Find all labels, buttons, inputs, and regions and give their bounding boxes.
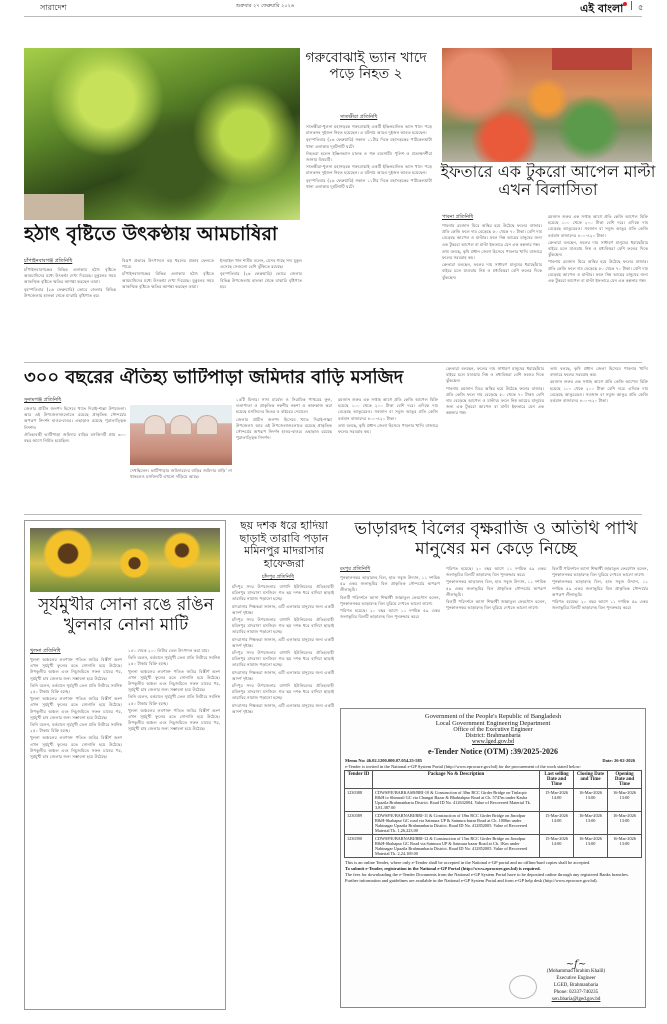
paragraph: বিলটি পরিদর্শনে আসা শিক্ষার্থী জান্নাতুল ফেরদৌস বলেন, পুনকালনকর ভাড়ারদহ বিল ঘুরিয়ে দেখতে ভালো লাগে। [446,599,546,611]
paragraph: পরিণত হয়েছে। ২০ বছর আগে ১১ দশমিক ৫৯ একর জলাভূমির বিলটি ভাড়ারদহ বিল পুনরুদ্ধার করে। [552,599,648,611]
fruit-body-col1 [442,223,542,360]
department-line: Local Government Engineering Department [435,720,551,727]
paragraph: তথ্য বলছে, কৃষি প্রধান জেলা হিসেবে পাবনার খাদ্যি বাজারে ফলের সরবরাহ কম। [338,422,438,435]
opening-date: 16-Mar-2026 13:00 [608,789,642,812]
paragraph: সাতক্ষীরা-খুলনা মহাসড়কে গরুবোঝাই একটি ইঞ্জিনচালিত ভ্যান খাদে পড়ে চালকসহ দুইজন নিহত হয়েছেন। এ ঘটনায় আরও দুইজন আহত হয়েছেন। [306,124,432,136]
paragraph: খুলনা অঞ্চলের লবণাক্ত পতিত জমির বিস্তীর্ণ অংশ এখন সূর্যমুখী ফুলের রঙে সোনালি হয়ে উঠেছে। উপকূলীয় অঞ্চল এবং নিচুজমিতে সফল চাষের পর, সূর্যমুখী চাষ জেলার জন্য সম্ভাবনা হয়ে উঠেছে। [30,735,122,760]
paragraph: বৃহস্পতিবার (২৬ ফেব্রুয়ারি) ভোরে জেলার বিভিন্ন উপজেলায় হালকা থেকে মাঝারি বৃষ্টিপাত হয়। [24,286,116,298]
paragraph: মাদরাসার শিক্ষকরা জানান, এটি এলাকার মানুষের জন্য একটি আদর্শ দৃষ্টান্ত। [232,669,334,681]
table-header-row [345,771,642,789]
paragraph: পুনকালনকর ভাড়ারদহ বিল, হাত সবুজ উদ্যান, ১১ দশমিক ৫৯ একর জলাভূমির বিল প্রাকৃতিক সৌন্দর্যের অপরূপ লীলাভূমি। [340,575,440,593]
column-header: Package No & Description [373,771,540,789]
paragraph: বৃহস্পতিবার (২৬ ফেব্রুয়ারি) সকাল ১১টার দিকে মহাসড়কের পাটকেলঘাটা থানা এলাকায় দুর্ঘটনাটি ঘটে। [306,177,432,189]
paragraph: ঐতিহ্যবাহী ভাটিপাড়া জমিদার বাড়ির মসজিদটি প্রায় ৩০০ বছর আগে নির্মিত হয়েছিল। [24,431,126,444]
signature-block [521,961,631,1003]
section-rule [24,362,642,363]
signatory-phone: Phone: 02337-740235 [553,990,599,995]
paragraph: ১৫টি মিনার। সাদা মার্বেল ও সিরামিক পাথরের ফুল, লতাপাতা ও প্রাকৃতিক নকশীর নকশা ও কারুকাজ করা হয়েছে মসজিদের ভিতর ও বাইরের দেয়ালে। [236,397,332,415]
notice-date: Date: 26-02-2026 [602,758,635,763]
fruit-body-col4 [446,366,544,512]
closing-date: 16-Mar-2026 13:00 [574,812,608,835]
fruit-market-photo [442,48,652,162]
paragraph: পাবনায় রমজান ঘিরে অস্থির হয়ে উঠেছে ফলের বাজার। প্রতি কেজি ফলে দাম বেড়েছে ৫০ থেকে ৭০ টাকা। বেশি দাম বেড়েছে আপেল ও মাল্টার। ফলে নিম্ন আয়ের মানুষের জন্য এক টুকরো আপেল বা মাল্টা ইফতারে যেন এক কল্পনার গল্প। [548,259,648,284]
mango-body-col2 [122,258,214,358]
column-header: Last selling Date and Time [540,771,574,789]
page-header [0,0,667,14]
sunflower-headline: সূর্যমুখীর সোনা রঙে রঙিন খুলনার নোনা মাটি [38,596,214,635]
wetland-body-col1 [340,575,440,704]
opening-date: 16-Mar-2026 13:00 [608,812,642,835]
paragraph: তিনি বলেন, বর্তমানে সূর্যমুখী তেল প্রতি লিটারে সর্বনিম্ন ২৫০ টাকায় বিক্রি হচ্ছে। [30,722,122,734]
tender-table [344,770,642,858]
tender-notice-ad [340,708,646,1008]
footer-line: Further information and guidelines are available in the National e-GP System Portal and from e-GP help desk (http://www.eprocure.gov.bd). [345,878,598,883]
package-description: CDWSP/E/BARNABI/BRI-11 & Construction of 18m RCC Girder Bridge on Jinodpur R&H-Shahapur GC road via Satmura UP & Satmura bazar Road at Ch. 1000m under Nabinagar Upazila Brahmanbaria District. Road ID No. 412852005. Value of Recovered Material Tk. 1,26,223.00 [373,812,540,835]
paragraph: মাদরাসার শিক্ষকরা জানান, এটি এলাকার মানুষের জন্য একটি আদর্শ দৃষ্টান্ত। [232,702,334,714]
accident-byline: সাতক্ষীরা প্রতিনিধি [340,114,378,120]
notice-footer [341,858,645,884]
column-header: Tender ID [345,771,373,789]
paragraph: বিলটি পরিদর্শনে আসা শিক্ষার্থী জান্নাতুল ফেরদৌস বলেন, পুনকালনকর ভাড়ারদহ বিল ঘুরিয়ে দেখতে ভালো লাগে। [340,594,440,606]
logo-sun-icon [623,2,627,6]
accident-body [306,124,432,358]
paragraph: বিরূপ প্রভাবে উৎপাদনে বড় ধরনের প্রভাব ফেলতে পারে। [122,258,214,270]
signatory-name: (Mohammad Ibrahim Khalil) [546,969,606,974]
paragraph: মাদরাসার শিক্ষকরা জানান, এটি এলাকার মানুষের জন্য একটি আদর্শ দৃষ্টান্ত। [232,603,334,615]
paragraph: তথ্য বলছে, কৃষি প্রধান জেলা হিসেবে পাবনার খাদ্যি বাজারে ফলের সরবরাহ কম। [550,366,648,378]
paragraph: খুলনা অঞ্চলের লবণাক্ত পতিত জমির বিস্তীর্ণ অংশ এখন সূর্যমুখী ফুলের রঙে সোনালি হয়ে উঠেছে। উপকূলীয় অঞ্চল এবং নিচুজমিতে সফল চাষের পর, সূর্যমুখী চাষ জেলার জন্য সম্ভাবনা হয়ে উঠেছে। [128,668,220,693]
govt-line: Government of the People's Republic of Bangladesh [424,713,562,720]
mango-body-col3 [220,258,302,358]
paragraph: মাদরাসার শিক্ষকরা জানান, এটি এলাকার মানুষের জন্য একটি আদর্শ দৃষ্টান্ত। [232,636,334,648]
paragraph: খুলনা অঞ্চলের লবণাক্ত পতিত জমির বিস্তীর্ণ অংশ এখন সূর্যমুখী ফুলের রঙে সোনালি হয়ে উঠেছে। উপকূলীয় অঞ্চল এবং নিচুজমিতে সফল চাষের পর, সূর্যমুখী চাষ জেলার জন্য সম্ভাবনা হয়ে উঠেছে। [128,707,220,732]
madrasa-body [232,584,334,1008]
tender-id: 1230389 [345,812,373,835]
signature-scribble: ~ƒ~ [565,959,587,970]
signatory-email[interactable]: xen.bbaria@lged.gov.bd [551,997,601,1002]
wetland-body-col2 [446,566,546,704]
last-selling-date: 15-Mar-2026 14:00 [540,835,574,858]
accident-headline: গরুবোঝাই ভ্যান খাদে পড়ে নিহত ২ [305,50,427,83]
fruit-body-col3 [338,397,438,512]
package-description: CDWSP/E/BARNABI/BRI-12 & Construction of 15m RCC Girder Bridge on Jinodpur R&H-Shahapur GC Road via Satmura UP & Satmura bazar Road at Ch. 1Km under Nabinagar Upazila Brahmanbaria District. Road ID No. 412852005. Value of Recovered Material Tk. 2,24,169.00 [373,835,540,858]
invitation-text: e-Tender is invited in the National e-GP System Portal (http://www.eprocure.gov.bd) for the procurement of the work stated below: [345,764,582,769]
office-line: Office of the Executive Engineer [453,727,533,733]
mosque-body-col2 [130,468,232,512]
paragraph: পুনকালনকর ভাড়ারদহ বিল, হাত সবুজ উদ্যান, ১১ দশমিক ৫৯ একর জলাভূমির বিল প্রাকৃতিক সৌন্দর্যের অপরূপ লীলাভূমি। [446,579,546,597]
paragraph: চাঁপাইনবাবগঞ্জের বিভিন্ন এলাকায় হঠাৎ বৃষ্টিতে আমচাষিদের মধ্যে উৎকণ্ঠা দেখা দিয়েছে। মুকুলের সময় আকস্মিক বৃষ্টিতে ক্ষতির আশঙ্কা করছেন তারা। [24,267,116,285]
footer-line: To submit e-Tender, registration in the National e-GP Portal (http://www.eprocure.gov.bd) is required. [345,866,541,871]
paragraph: চাঁদপুর সদর উপজেলার বাগাদি ইউনিয়নের ঐতিহ্যবাহী মমিনপুর মাদরাসা মসজিদে গত ছয় দশক ধরে হাদিয়া ছাড়াই তারাবির নামাজ পড়ানো হচ্ছে। [232,650,334,668]
mango-byline: চাঁপাইনবাবগঞ্জ প্রতিনিধি [24,258,73,264]
mango-tree-photo [24,48,300,220]
package-description: CDWSP/E/BARKASB/BRI-10 & Construction of 30m RCC Girder Bridge on Tinlacpir R&H to Shimrail GC via Changai Bazar & Bhabiabpur Road at Ch. 5747m under Kasba Upazila Brahmanbaria District. Road ID No. 412632004. Value of Recovered Material Tk. 3,81,387.00 [373,789,540,812]
paragraph: তিনি বলেন, বর্তমানে সূর্যমুখী তেল প্রতি লিটারে সর্বনিম্ন ২৫০ টাকায় বিক্রি হচ্ছে। [30,682,122,695]
paragraph: পুনকালনকর ভাড়ারদহ বিল, হাত সবুজ উদ্যান, ১১ দশমিক ৫৯ একর জলাভূমির বিল প্রাকৃতিক সৌন্দর্যের অপরূপ লীলাভূমি। [552,579,648,597]
signatory-designation: Executive Engineer [556,976,596,981]
paragraph: চাঁদপুর সদর উপজেলার বাগাদি ইউনিয়নের ঐতিহ্যবাহী মমিনপুর মাদরাসা মসজিদে গত ছয় দশক ধরে হাদিয়া ছাড়াই তারাবির নামাজ পড়ানো হচ্ছে। [232,617,334,635]
sunflower-byline: খুলনা প্রতিনিধি [30,648,61,654]
footer-line: This is an online Tender, where only e-Tender shall be accepted in the National e-GP portal and no offline/hard copies shall be accepted. [345,860,591,865]
paragraph: বৃহস্পতিবার (২৬ ফেব্রুয়ারি) সকাল ১১টার দিকে মহাসড়কের পাটকেলঘাটা থানা এলাকায় দুর্ঘটনাটি ঘটে। [306,137,432,149]
paragraph: চাঁপাইনবাবগঞ্জের বিভিন্ন এলাকায় হঠাৎ বৃষ্টিতে আমচাষিদের মধ্যে উৎকণ্ঠা দেখা দিয়েছে। মুকুলের সময় আকস্মিক বৃষ্টিতে ক্ষতির আশঙ্কা করছেন তারা। [122,271,214,289]
mosque-body-col1 [24,406,126,512]
mosque-body-col3 [236,397,332,512]
paragraph: ক্রেতারা বলছেন, ফলের দাম সাধারণ মানুষের ধরাছোঁয়ার বাইরে চলে যাওয়ায় নিম্ন ও মধ্যবিত্তরা বেশি ফলের দিকে ঝুঁকছেন। [442,262,542,280]
paragraph: নিহতরা হলেন ইঞ্জিনভ্যান চালক ও গরু ব্যবসায়ী। পুলিশ ও প্রত্যক্ষদর্শীরা জানায় বিষয়টি। [306,150,432,163]
fruit-headline: ইফতারে এক টুকরো আপেল মাল্টা এখন বিলাসিতা [440,163,656,200]
paragraph: রমজান শুরুর এক সপ্তাহ আগে প্রতি কেজি আপেল বিক্রি হয়েছে ১০০ থেকে ২০০ টাকা বেশি দরে। এদিকে দাম বেড়েছে আঙুরেরও। সবজান বা সবুজ আঙুর প্রতি কেজি বর্তমান বাজারদর ৪০০-৪২০ টাকা। [548,214,648,238]
paragraph: খুলনা অঞ্চলের লবণাক্ত পতিত জমির বিস্তীর্ণ অংশ এখন সূর্যমুখী ফুলের রঙে সোনালি হয়ে উঠেছে। উপকূলীয় অঞ্চল এবং নিচুজমিতে সফল চাষের পর, সূর্যমুখী চাষ জেলার জন্য সম্ভাবনা হয়ে উঠেছে। [30,657,122,681]
column-header: Closing Date and Time [574,771,608,789]
footer-line: The fees for downloading the e-Tender Documents from the National e-GP System Portal have to be deposited online through any registered Banks branches. [345,872,629,877]
mango-headline: হঠাৎ বৃষ্টিতে উৎকণ্ঠায় আমচাষিরা [24,224,278,245]
paragraph: রমজান শুরুর এক সপ্তাহ আগে প্রতি কেজি আপেল বিক্রি হয়েছে ১০০ থেকে ২০০ টাকা বেশি দরে। এদিকে দাম বেড়েছে আঙুরেরও। সবজান বা সবুজ আঙুর প্রতি কেজি বর্তমান বাজারদর ৪০০-৪২০ টাকা। [550,379,648,404]
wetland-headline: ভাড়ারদহ বিলের বৃক্ষরাজি ও অতিথি পাখি মানুষের মন কেড়ে নিচ্ছে [354,520,638,559]
sunflower-body-col1 [30,657,122,1006]
column-header: Opening Date and Time [608,771,642,789]
table-row [345,812,642,835]
paragraph: রমজান শুরুর এক সপ্তাহ আগে প্রতি কেজি আপেল বিক্রি হয়েছে ১০০ থেকে ২০০ টাকা বেশি দরে। এদিকে দাম বেড়েছে আঙুরেরও। সবজান বা সবুজ আঙুর প্রতি কেজি বর্তমান বাজারদর ৪০০-৪২০ টাকা। [338,397,438,421]
issue-date: শুক্রবার ২৭ ফেব্রুয়ারি ২০২৬ [236,3,295,9]
fruit-body-col2 [548,214,648,360]
paragraph: ইসমাইল খান শামীম বলেন, যেসব গাছে সদ্য মুকুল এসেছে সেগুলো বেশি ঝুঁকিতে রয়েছে। [220,258,302,270]
paragraph: সাতক্ষীরা-খুলনা মহাসড়কে গরুবোঝাই একটি ইঞ্জিনচালিত ভ্যান খাদে পড়ে চালকসহ দুইজন নিহত হয়েছেন। এ ঘটনায় আরও দুইজন আহত হয়েছেন। [306,164,432,176]
fruit-byline: পাবনা প্রতিনিধি [442,214,474,220]
mosque-headline: ৩০০ বছরের ঐতিহ্য ভাটিপাড়া জমিদার বাড়ি মসজিদ [24,368,404,388]
paragraph: খুলনা অঞ্চলের লবণাক্ত পতিত জমির বিস্তীর্ণ অংশ এখন সূর্যমুখী ফুলের রঙে সোনালি হয়ে উঠেছে। উপকূলীয় অঞ্চল এবং নিচুজমিতে সফল চাষের পর, সূর্যমুখী চাষ জেলার জন্য সম্ভাবনা হয়ে উঠেছে। [30,696,122,720]
sunflower-body-col2 [128,648,220,1006]
mango-body-col1 [24,267,116,358]
page-number: ৫ [638,3,644,12]
wetland-body-col3 [552,566,648,704]
paragraph: পাবনায় রমজান ঘিরে অস্থির হয়ে উঠেছে ফলের বাজার। প্রতি কেজি ফলে দাম বেড়েছে ৫০ থেকে ৭০ টাকা। বেশি দাম বেড়েছে আপেল ও মাল্টার। ফলে নিম্ন আয়ের মানুষের জন্য এক টুকরো আপেল বা মাল্টা ইফতারে যেন এক কল্পনার গল্প। [442,223,542,247]
paragraph: চাঁদপুর সদর উপজেলার বাগাদি ইউনিয়নের ঐতিহ্যবাহী মমিনপুর মাদরাসা মসজিদে গত ছয় দশক ধরে হাদিয়া ছাড়াই তারাবির নামাজ পড়ানো হচ্ছে। [232,683,334,701]
paragraph: বিলটি পরিদর্শনে আসা শিক্ষার্থী জান্নাতুল ফেরদৌস বলেন, পুনকালনকর ভাড়ারদহ বিল ঘুরিয়ে দেখতে ভালো লাগে। [552,566,648,578]
paragraph: তিনি বলেন, বর্তমানে সূর্যমুখী তেল প্রতি লিটারে সর্বনিম্ন ২৫০ টাকায় বিক্রি হচ্ছে। [128,655,220,667]
paragraph: জেলার প্রাচীন জনপদ হিসেবে খ্যাত দিরাই-শাল্লা উপজেলা। আর এই উপজেলাগুলোতে রয়েছে প্রাকৃতিক সৌন্দর্যের অপরূপ নিদর্শন হাওর-বাওর। এছাড়াও রয়েছে পুরাতাত্ত্বিক নিদর্শন। [236,416,332,441]
mosque-byline: সুনামগঞ্জ প্রতিনিধি [24,397,62,403]
header-rule [24,16,642,17]
logo-text: এই বাংলা [580,2,624,15]
paragraph: দেখছিলেন। ভাটিপাড়ার জমিদারদের বাড়ির জমিদার বাড়ি’ না থাকলেও মসজিদটি এখনো দাঁড়িয়ে আছে। [130,468,232,480]
tender-id: 1230388 [345,789,373,812]
table-row [345,789,642,812]
memo-row [341,756,645,763]
madrasa-headline: ছয় দশক ধরে হাদিয়া ছাড়াই তারাবি পড়ান মমিনপুর মাদরাসার হাফেজরা [239,520,329,570]
memo-number: Memo No: 46.02.1200.000.07.054.25-585 [345,758,422,763]
district-line: District: Brahmanbaria [465,733,521,739]
paragraph: ক্রেতারা বলছেন, ফলের দাম সাধারণ মানুষের ধরাছোঁয়ার বাইরে চলে যাওয়ায় নিম্ন ও মধ্যবিত্তরা বেশি ফলের দিকে ঝুঁকছেন। [548,239,648,258]
paragraph: পরিণত হয়েছে। ২০ বছর আগে ১১ দশমিক ৫৯ একর জলাভূমির বিলটি ভাড়ারদহ বিল পুনরুদ্ধার করে। [340,608,440,620]
section-rule [24,514,642,515]
paragraph: তিনি বলেন, বর্তমানে সূর্যমুখী তেল প্রতি লিটারে সর্বনিম্ন ২৫০ টাকায় বিক্রি হচ্ছে। [128,694,220,706]
website-link[interactable]: www.lged.gov.bd [471,739,515,745]
table-row [345,835,642,858]
closing-date: 16-Mar-2026 13:00 [574,789,608,812]
notice-title: e-Tender Notice (OTM) :39/2025-2026 [428,747,558,756]
last-selling-date: 15-Mar-2026 14:00 [540,812,574,835]
mosque-photo [130,405,232,465]
last-selling-date: 15-Mar-2026 14:00 [540,789,574,812]
paragraph: পাবনায় রমজান ঘিরে অস্থির হয়ে উঠেছে ফলের বাজার। প্রতি কেজি ফলে দাম বেড়েছে ৫০ থেকে ৭০ টাকা। বেশি দাম বেড়েছে আপেল ও মাল্টার। ফলে নিম্ন আয়ের মানুষের জন্য এক টুকরো আপেল বা মাল্টা ইফতারে যেন এক কল্পনার গল্প। [446,385,544,416]
paragraph: পরিণত হয়েছে। ২০ বছর আগে ১১ দশমিক ৫৯ একর জলাভূমির বিলটি ভাড়ারদহ বিল পুনরুদ্ধার করে। [446,566,546,578]
paragraph: বৃহস্পতিবার (২৬ ফেব্রুয়ারি) ভোরে জেলার বিভিন্ন উপজেলায় হালকা থেকে মাঝারি বৃষ্টিপাত হয়। [220,271,302,289]
signatory-office: LGED, Brahmanbaria [553,983,599,988]
opening-date: 16-Mar-2026 13:00 [608,835,642,858]
paragraph: ১৪০ থেকে ২০০ লিটার তেল উৎপাদন করা যায়। [128,648,210,653]
fruit-body-col5 [550,366,648,512]
paragraph: জেলার প্রাচীন জনপদ হিসেবে খ্যাত দিরাই-শাল্লা উপজেলা। আর এই উপজেলাগুলোতে রয়েছে প্রাকৃতিক সৌন্দর্যের অপরূপ নিদর্শন হাওর-বাওর। এছাড়াও রয়েছে পুরাতাত্ত্বিক নিদর্শন। [24,406,126,430]
sunflower-field-photo [30,528,220,592]
paragraph: চাঁদপুর সদর উপজেলার বাগাদি ইউনিয়নের ঐতিহ্যবাহী মমিনপুর মাদরাসা মসজিদে গত ছয় দশক ধরে হাদিয়া ছাড়াই তারাবির নামাজ পড়ানো হচ্ছে। [232,584,334,602]
wetland-byline: রংপুর প্রতিনিধি [340,566,371,572]
closing-date: 16-Mar-2026 13:00 [574,835,608,858]
divider: | [630,1,634,11]
paragraph: ক্রেতারা বলছেন, ফলের দাম সাধারণ মানুষের ধরাছোঁয়ার বাইরে চলে যাওয়ায় নিম্ন ও মধ্যবিত্তরা বেশি ফলের দিকে ঝুঁকছেন। [446,366,544,384]
tender-id: 1230390 [345,835,373,858]
madrasa-byline: চাঁদপুর প্রতিনিধি [262,574,295,580]
paragraph: তথ্য বলছে, কৃষি প্রধান জেলা হিসেবে পাবনার খাদ্যি বাজারে ফলের সরবরাহ কম। [442,248,542,261]
section-name: সারাদেশ [40,3,67,12]
